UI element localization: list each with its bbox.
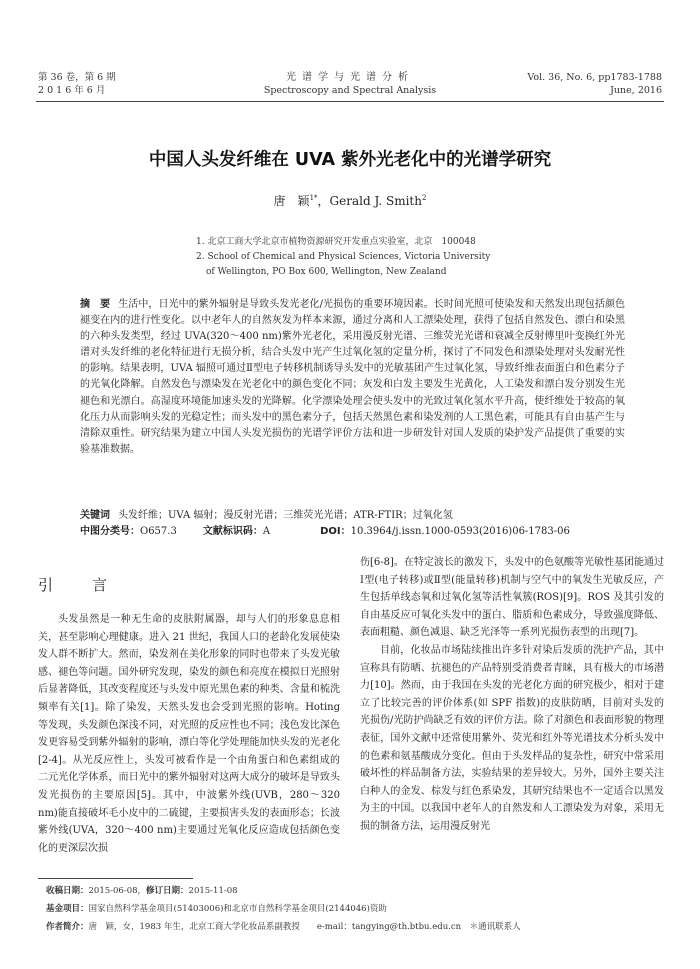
affiliation-2-cont: of Wellington, PO Box 600, Wellington, New Zealand — [206, 267, 447, 277]
journal-date: 2 0 1 6 年 6 月 — [38, 85, 106, 96]
doi-value: 10.3964/j.issn.1000-0593(2016)06-1783-06 — [350, 526, 570, 537]
footnote-fund — [46, 902, 387, 917]
classification-row — [80, 524, 640, 540]
author-separator: ， — [317, 194, 330, 208]
journal-name-en: Spectroscopy and Spectral Analysis — [263, 85, 437, 96]
journal-month: June, 2016 — [610, 85, 662, 96]
journal-volume: 第 36 卷，第 6 期 — [38, 72, 116, 83]
doc-code-label: 文献标识码： — [202, 526, 263, 537]
journal-issue-info — [38, 71, 188, 97]
affiliation-1: 1. 北京工商大学北京市植物资源研究开发重点实验室，北京 100048 — [196, 237, 476, 247]
cls-label: 中图分类号： — [80, 526, 140, 537]
section-heading-introduction: 引 言 — [38, 576, 120, 594]
footnote-author — [46, 920, 521, 935]
header-divider — [36, 101, 664, 102]
author-1-mark: 1* — [309, 194, 318, 202]
author-2: Gerald J. Smith — [329, 194, 422, 208]
abstract-label: 摘 要 — [80, 299, 111, 310]
body-column-right — [360, 554, 664, 836]
journal-pages: Vol. 36, No. 6, pp1783-1788 — [527, 72, 662, 83]
keywords-text: 头发纤维；UVA 辐射；漫反射光谱；三维荧光光谱；ATR-FTIR；过氧化氢 — [118, 510, 453, 521]
intro-paragraph-1-cont: 伤[6-8]。在特定波长的激发下，头发中的色氨酸等光敏性基团能通过Ⅰ型(电子转移)或Ⅱ型(能量转移)机制与空气中的氧发生光敏反应，产生包括单线态氧和过氧化氢等活性氧簇(ROS)[9]。ROS 及其引发的自由基反应可氧化头发中的蛋白、脂质和色素成分，导致强度降低、表面粗糙、颜色减退、缺乏光泽等一系列光损伤表型的出现[7]。 — [360, 557, 664, 639]
affiliations — [196, 235, 596, 280]
fund-value: 国家自然科学基金项目(51403006)和北京市自然科学基金项目(2144046)资助 — [88, 904, 387, 914]
author-info-label: 作者简介： — [46, 922, 89, 932]
abstract — [80, 297, 625, 458]
doi-label: DOI： — [320, 526, 351, 537]
journal-name-cn: 光谱学与光谱分析 — [286, 72, 414, 83]
revised-label: 修订日期： — [146, 886, 189, 896]
keywords — [80, 508, 640, 524]
intro-paragraph-1: 头发虽然是一种无生命的皮肤附属器，却与人们的形象息息相关，甚至影响心理健康。进入 21 世纪，我国人口的老龄化发展使染发人群不断扩大。然而，染发剂在美化形象的同时也带来了头发光敏感、褪色等问题。国外研究发现，染发的颜色和亮度在模拟日光照射后显著降低，其改变程度还与头发中原光黑色素的种类、含量和梳洗频率有关[1]。除了染发，天然头发也会受到光照的影响。Hoting 等发现，头发颜色深浅不同，对光照的反应性也不同；浅色发比深色发更容易受到紫外辐射的影响，漂白等化学处理能加快头发的光老化[2-4]。从光反应性上，头发可被看作是一个由角蛋白和色素组成的二元光化学体系，而日光中的紫外辐射对这两大成分的破坏是导致头发光损伤的主要原因[5]。其中，中波紫外线(UVB，280～320 nm)能直接破坏毛小皮中的二硫键，主要损害头发的表面形态；长波紫外线(UVA，320～400 nm)主要通过光氧化反应造成包括颜色变化的更深层次损 — [38, 614, 340, 854]
body-column-left — [38, 611, 340, 857]
cls-value: O657.3 — [140, 526, 177, 537]
footnote-divider — [38, 878, 193, 879]
journal-name — [200, 71, 500, 97]
abstract-text: 生活中，日光中的紫外辐射是导致头发光老化/光损伤的重要环境因素。长时间光照可使染发和天然发出现包括颜色褪变在内的进行性变化。以中老年人的自然灰发为样本来源，通过分离和人工漂染处理，获得了包括自然发色、漂白和染黑的六种头发类型，经过 UVA(320～400 nm)紫外光老化，采用漫反射光谱、三维荧光光谱和衰减全反射傅里叶变换红外光谱对头发纤维的老化特征进行无损分析，结合头发中光产生过氧化氢的定量分析，探讨了不同发色和漂染处理对头发耐光性的影响。结果表明，UVA 辐照可通过Ⅱ型电子转移机制诱导头发中的光敏基团产生过氧化氢，导致纤维表面蛋白和色素分子的光氧化降解。自然发色与漂染发在光老化中的颜色变化不同；灰发和白发主要发生光黄化，人工染发和漂白发分别发生光褪色和光漂白。高湿度环境能加速头发的光降解。化学漂染处理会使头发中的光致过氧化氢水平升高，使纤维处于较高的氧化压力从而影响头发的光稳定性；而头发中的黑色素分子，包括天然黑色素和染发剂的人工黑色素，可能具有自由基产生与清除双重性。研究结果为建立中国人头发光损伤的光谱学评价方法和进一步研发针对国人发质的染护发产品提供了重要的实验基准数据。 — [80, 299, 626, 455]
affiliation-2: 2. School of Chemical and Physical Sciences, Victoria University — [196, 252, 491, 262]
fund-label: 基金项目： — [46, 904, 89, 914]
doc-code-value: A — [262, 526, 271, 537]
author-1: 唐 颖 — [273, 194, 310, 208]
author-line — [100, 192, 600, 209]
intro-paragraph-2: 目前，化妆品市场陆续推出许多针对染后发质的洗护产品，其中宣称具有防晒、抗褪色的产品特别受消费者青睐，具有极大的市场潜力[10]。然而，由于我国在头发的光老化方面的研究极少，相对于建立了比较完善的评价体系(如 SPF 指数)的皮肤防晒，目前对头发的光损伤/光防护尚缺乏有效的评价方法。除了对颜色和表面形貌的物理表征，国外文献中还常使用紫外、荧光和红外等光谱技术分析头发中的色素和氨基酸成分变化。但由于头发样品的复杂性，研究中常采用破坏性的样品制备方法，实验结果的差异较大。另外，国外主要关注白种人的金发、棕发与红色系染发，其研究结果也不一定适合以黑发为主的中国。以我国中老年人的自然发和人工漂染发为对象，采用无损的制备方法，运用漫反射光 — [360, 644, 664, 832]
footnote-dates — [46, 884, 238, 899]
received-label: 收稿日期： — [46, 886, 89, 896]
revised-value: 2015-11-08 — [188, 886, 238, 896]
journal-page-info — [462, 71, 662, 97]
paper-title: 中国人头发纤维在 UVA 紫外光老化中的光谱学研究 — [148, 150, 552, 170]
keywords-label: 关键词 — [80, 510, 110, 521]
author-info-value: 唐 颖，女，1983 年生，北京工商大学化妆品系副教授 e-mail：tangying@th.btbu.edu.cn ＊通讯联系人 — [88, 922, 521, 932]
received-value: 2015-06-08， — [88, 886, 147, 896]
author-2-mark: 2 — [421, 194, 427, 202]
